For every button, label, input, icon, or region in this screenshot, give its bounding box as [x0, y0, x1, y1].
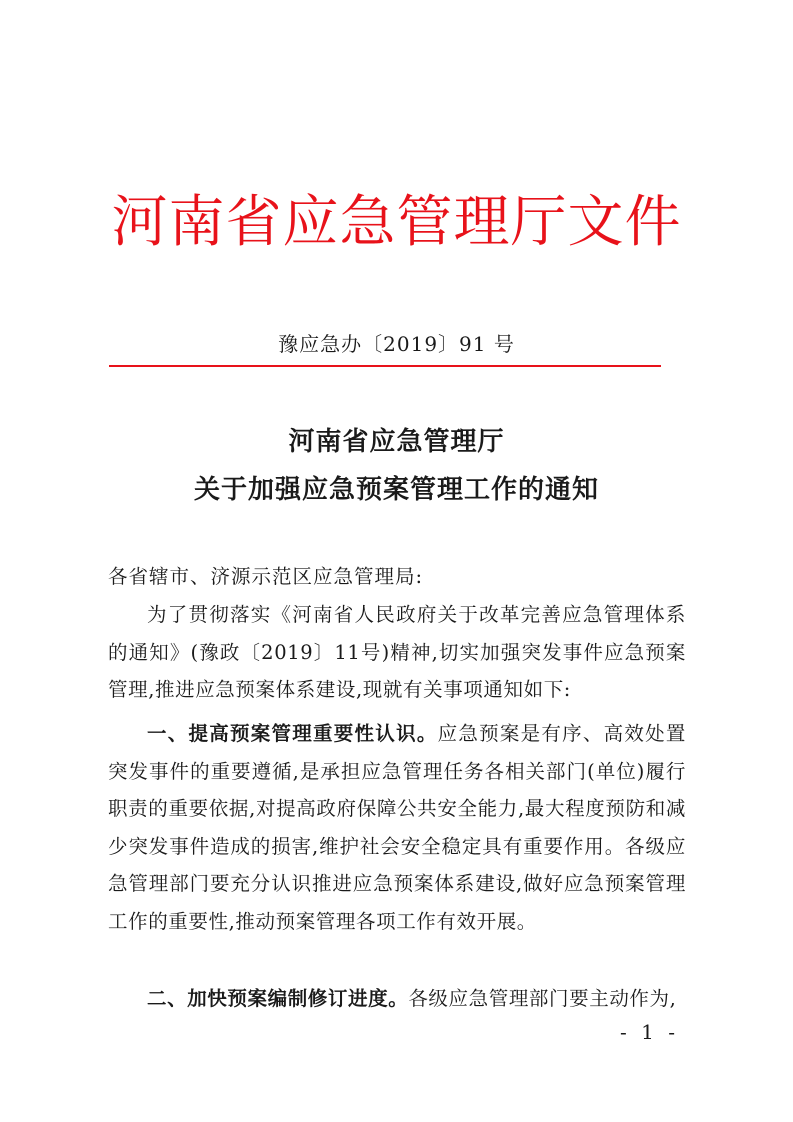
section-2-paragraph — [108, 980, 686, 1018]
intro-paragraph: 为了贯彻落实《河南省人民政府关于改革完善应急管理体系的通知》(豫政〔2019〕11号)精神,切实加强突发事件应急预案管理,推进应急预案体系建设,现就有关事项通知如下: — [108, 603, 686, 702]
document-title-line-1: 河南省应急管理厅 — [288, 427, 505, 457]
section-2-heading: 二、加快预案编制修订进度。 — [147, 987, 409, 1010]
section-2-body: 各级应急管理部门要主动作为, — [408, 987, 677, 1010]
red-divider-line — [109, 365, 661, 367]
section-1-body: 应急预案是有序、高效处置突发事件的重要遵循,是承担应急管理任务各相关部门(单位)履行职责的重要依据,对提高政府保障公共安全能力,最大程度预防和减少突发事件造成的损害,维护社会安全稳定具有重要作用。各级应急管理部门要充分认识推进应急预案体系建设,做好应急预案管理工作的重要性,推动预案管理各项工作有效开展。 — [108, 722, 687, 933]
section-1-heading: 一、提高预案管理重要性认识。 — [147, 722, 438, 745]
section-1-paragraph — [108, 715, 686, 941]
document-title-line-2: 关于加强应急预案管理工作的通知 — [193, 475, 599, 505]
page-number: - 1 - — [620, 1020, 679, 1044]
document-number: 豫应急办〔2019〕91 号 — [278, 332, 515, 356]
salutation: 各省辖市、济源示范区应急管理局: — [108, 565, 424, 588]
issuing-authority-header: 河南省应急管理厅文件 — [111, 190, 682, 255]
